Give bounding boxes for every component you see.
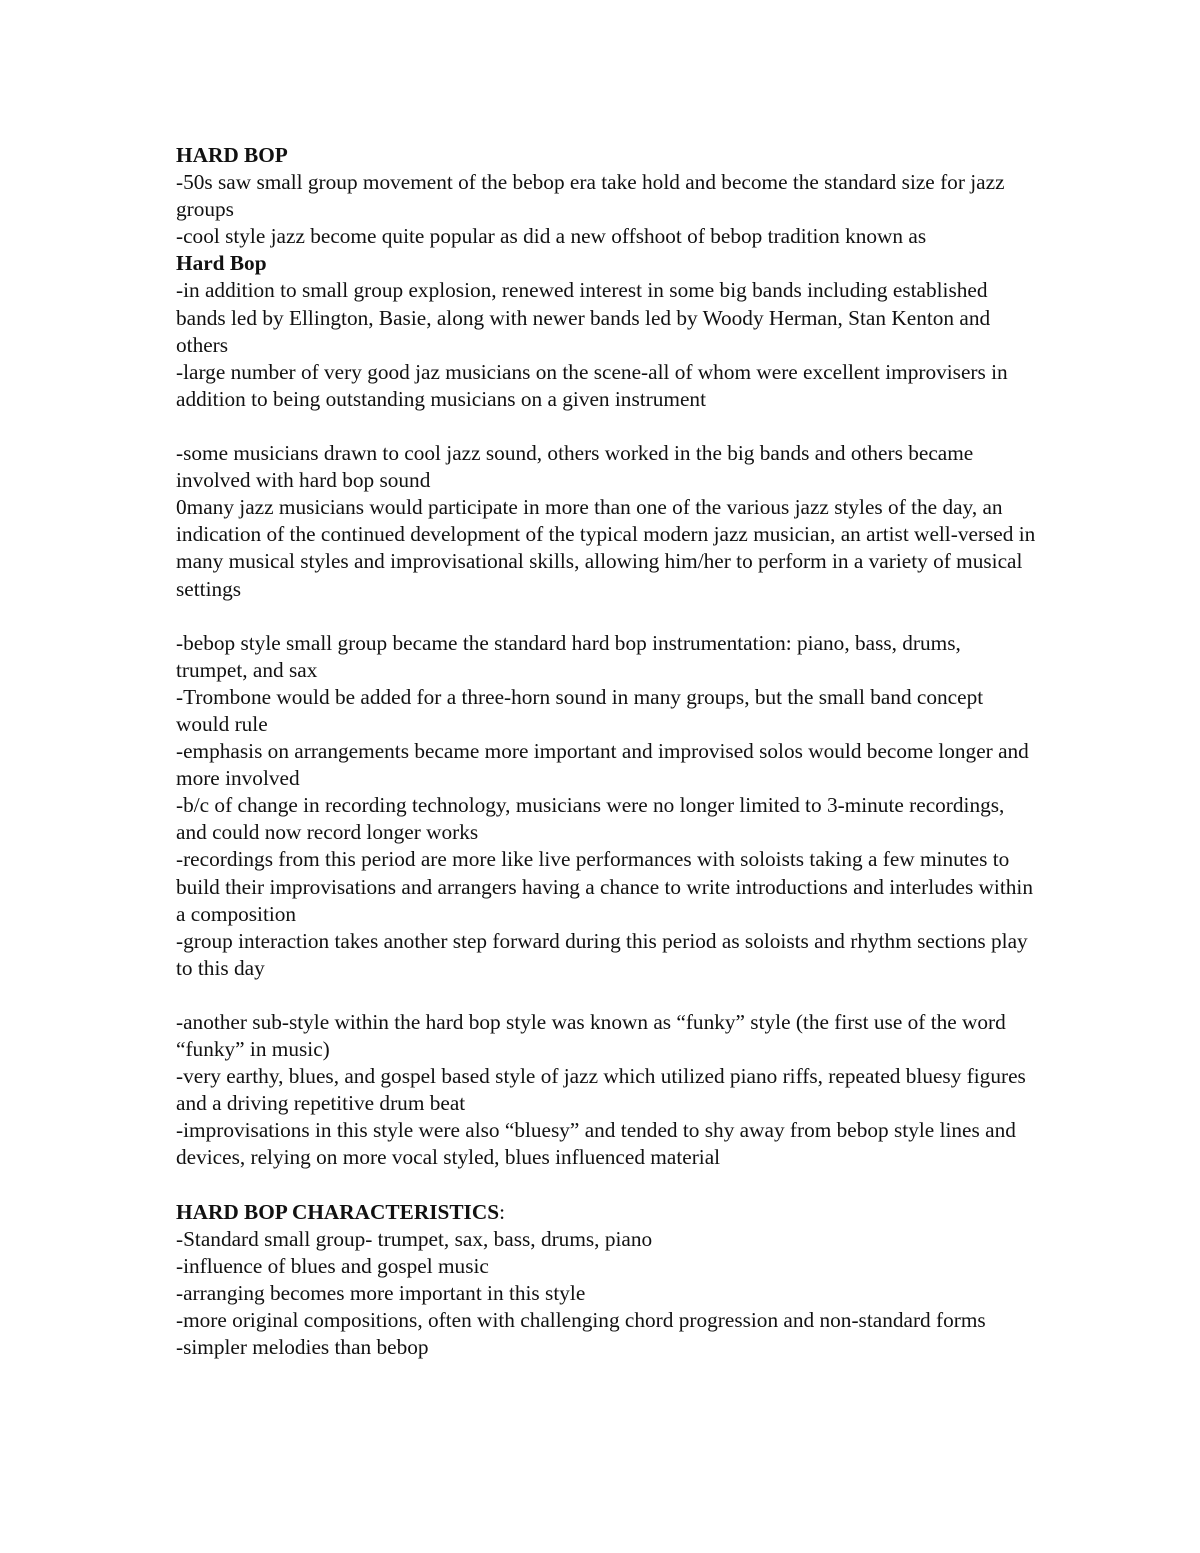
section3-item: -group interaction takes another step forward during this period as soloists and rhythm sections play to this day xyxy=(176,928,1028,980)
hard-bop-label: Hard Bop xyxy=(176,251,267,276)
section1-item: -large number of very good jaz musicians on the scene-all of whom were excellent improvisers in addition to being outstanding musicians on a given instrument xyxy=(176,359,1008,411)
characteristic-item: -simpler melodies than bebop xyxy=(176,1335,429,1360)
characteristic-item: -influence of blues and gospel music xyxy=(176,1253,489,1278)
intro-line-2: -cool style jazz become quite popular as did a new offshoot of bebop tradition known as xyxy=(176,224,927,249)
section3-item: -recordings from this period are more like live performances with soloists taking a few minutes to build their improvisations and arrangers having a chance to write introductions and interludes within a composition xyxy=(176,847,1033,926)
section3-item: -bebop style small group became the standard hard bop instrumentation: piano, bass, drums, trumpet, and sax xyxy=(176,630,961,682)
section4-item: -very earthy, blues, and gospel based style of jazz which utilized piano riffs, repeated bluesy figures and a driving repetitive drum beat xyxy=(176,1064,1026,1116)
document-page xyxy=(176,142,1036,1361)
section2-item: -some musicians drawn to cool jazz sound, others worked in the big bands and others became involved with hard bop sound xyxy=(176,441,974,493)
characteristics-heading-line xyxy=(176,1199,1036,1226)
intro-line-1: -50s saw small group movement of the bebop era take hold and become the standard size for jazz groups xyxy=(176,170,1005,222)
characteristic-item: -Standard small group- trumpet, sax, bass, drums, piano xyxy=(176,1226,653,1251)
section3-item: -Trombone would be added for a three-horn sound in many groups, but the small band concept would rule xyxy=(176,684,984,736)
section4-item: -improvisations in this style were also “bluesy” and tended to shy away from bebop style lines and devices, relying on more vocal styled, blues influenced material xyxy=(176,1118,1016,1170)
characteristics-colon: : xyxy=(499,1199,505,1224)
paragraph-gap xyxy=(176,982,1036,1009)
characteristics-heading: HARD BOP CHARACTERISTICS xyxy=(176,1199,500,1224)
document-title: HARD BOP xyxy=(176,143,288,167)
section2-item: 0many jazz musicians would participate in more than one of the various jazz styles of the day, an indication of the continued development of the typical modern jazz musician, an artist well-versed in many musical styles and improvisational skills, allowing him/her to perform in a variety of musical settings xyxy=(176,495,1036,601)
characteristic-item: -arranging becomes more important in this style xyxy=(176,1280,586,1305)
characteristic-item: -more original compositions, often with challenging chord progression and non-standard forms xyxy=(176,1308,986,1333)
section1-item: -in addition to small group explosion, renewed interest in some big bands including established bands led by Ellington, Basie, along with newer bands led by Woody Herman, Stan Kenton and others xyxy=(176,278,991,357)
paragraph-gap xyxy=(176,413,1036,440)
section3-item: -b/c of change in recording technology, musicians were no longer limited to 3-minute recordings, and could now record longer works xyxy=(176,793,1005,845)
paragraph-gap xyxy=(176,603,1036,630)
paragraph-gap xyxy=(176,1172,1036,1199)
section3-item: -emphasis on arrangements became more important and improvised solos would become longer and more involved xyxy=(176,739,1029,791)
section4-item: -another sub-style within the hard bop style was known as “funky” style (the first use of the word “funky” in music) xyxy=(176,1010,1006,1062)
